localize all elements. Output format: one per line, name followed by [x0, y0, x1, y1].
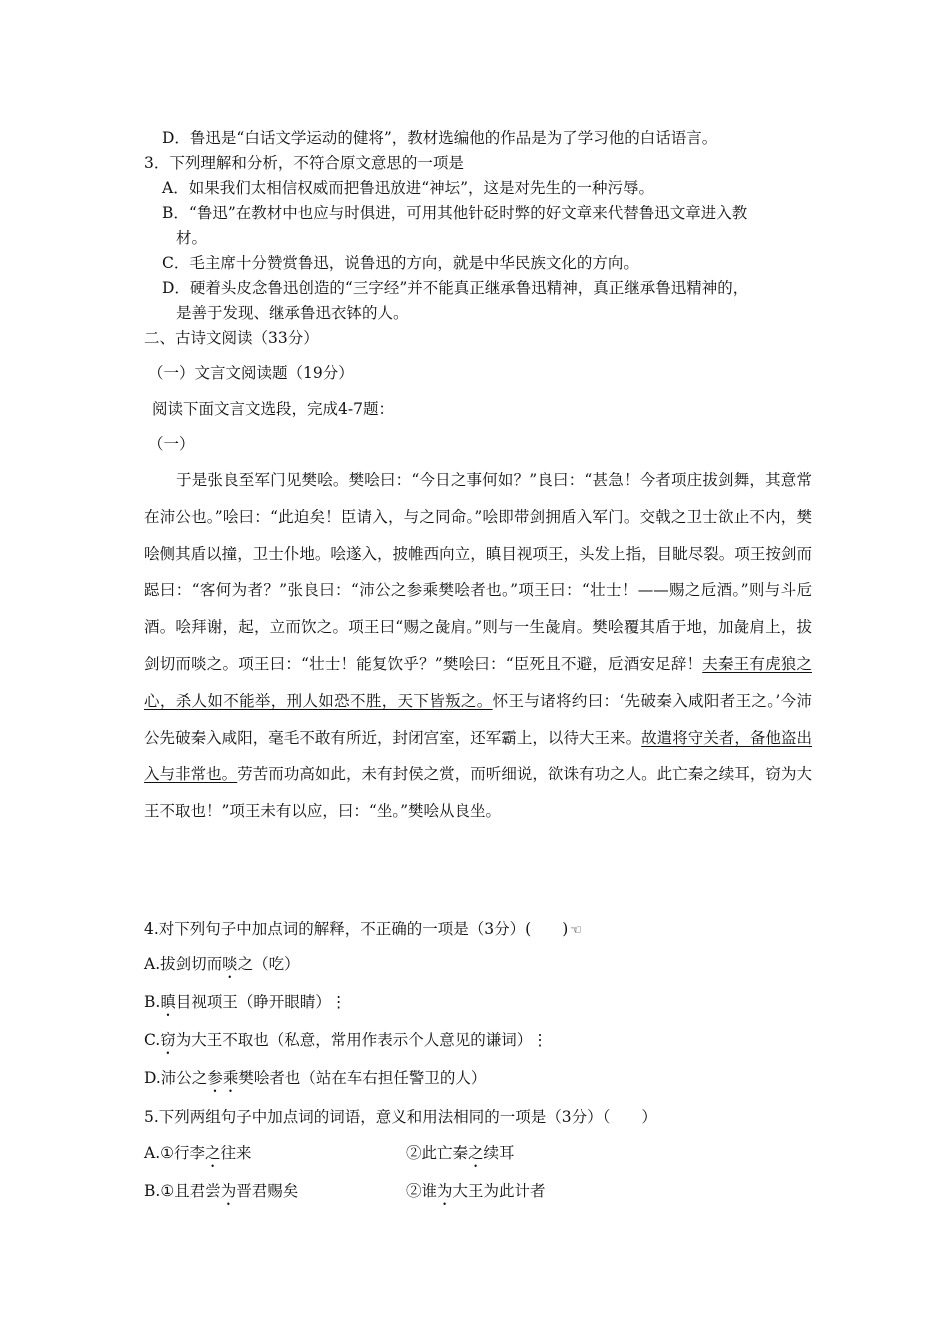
q3-option-c: C．毛主席十分赞赏鲁迅，说鲁迅的方向，就是中华民族文化的方向。 — [162, 254, 639, 272]
q3-option-b-cont: 材。 — [176, 229, 208, 247]
q5-option-b-left: B.①且君尝为晋君赐矣 — [144, 1182, 299, 1200]
section-title: 二、古诗文阅读（33分） — [144, 329, 319, 347]
dotted-word: 之 — [468, 1144, 484, 1162]
passage-text: 劳苦而功高如此，未有封侯之赏，而听细说，欲诛有功之人。此亡秦之续耳，窃为大王不取也！”项王未有以应，曰：“坐。”樊哙从良坐。 — [144, 765, 812, 821]
q3-option-a: A．如果我们太相信权威而把鲁迅放进“神坛”，这是对先生的一种污辱。 — [162, 179, 655, 197]
q4-option-a: A.拔剑切而啖之（吃） — [144, 955, 300, 973]
q5-option-b-right: ②谁为大王为此计者 — [406, 1182, 546, 1200]
dotted-word: 为 — [220, 1182, 237, 1200]
q5-stem: 5.下列两组句子中加点词的词语，意义和用法相同的一项是（3分）（ ） — [144, 1108, 657, 1126]
reading-instruction: 阅读下面文言文选段，完成4-7题： — [152, 400, 394, 418]
dotted-word: 之 — [205, 1144, 221, 1162]
q3-option-b: B．“鲁迅”在教材中也应与时俱进，可用其他针砭时弊的好文章来代替鲁迅文章进入教 — [162, 204, 748, 222]
dotted-word: 窃 — [160, 1031, 176, 1049]
q3-option-d-cont: 是善于发现、继承鲁迅衣钵的人。 — [176, 304, 409, 322]
q3-stem: 3．下列理解和分析，不符合原文意思的一项是 — [144, 154, 464, 172]
passage-text: 怀王与诸将约曰：‘先破秦入咸阳者王之。’今沛公先破秦入咸阳，毫毛不敢有所近，封闭宫室，还军霸上，以待大王来。 — [144, 691, 812, 747]
q3-option-d: D．硬着头皮念鲁迅创造的“三字经”并不能真正继承鲁迅精神，真正继承鲁迅精神的， — [162, 279, 749, 297]
vertical-ellipsis-mark: ⋮ — [330, 993, 347, 1011]
pointing-hand-icon: ☜ — [570, 923, 582, 938]
passage-marker: （一） — [148, 435, 195, 453]
q4-option-b: B.瞋目视项王（睁开眼睛）⋮ — [144, 993, 347, 1011]
dotted-word: 参乘 — [207, 1069, 239, 1087]
underlined-sentence-1: 夫秦王有虎狼之心，杀人如不能举，刑人如恐不胜，天下皆叛之。 — [144, 654, 812, 710]
underlined-sentence-2: 故遣将守关者，备他盗出入与非常也。 — [144, 728, 812, 784]
q4-stem: 4.对下列句子中加点词的解释，不正确的一项是（3分）( ) ☜ — [144, 920, 582, 938]
vertical-ellipsis-mark: ⋮ — [532, 1031, 548, 1049]
q2-option-d: D．鲁迅是“白话文学运动的健将”，教材选编他的作品是为了学习他的白话语言。 — [162, 129, 718, 147]
classical-passage — [144, 462, 812, 830]
dotted-word: 为 — [437, 1182, 453, 1200]
q5-option-a-left: A.①行李之往来 — [144, 1144, 252, 1162]
q4-option-d: D.沛公之参乘樊哙者也（站在车右担任警卫的人） — [144, 1069, 487, 1087]
dotted-word: 瞋 — [160, 993, 176, 1011]
dotted-word: 啖 — [222, 955, 238, 973]
q4-option-c: C.窃为大王不取也（私意，常用作表示个人意见的谦词）⋮ — [144, 1031, 548, 1049]
passage-text: 于是张良至军门见樊哙。樊哙曰：“今日之事何如？”良曰：“甚急！今者项庄拔剑舞，其意常在沛公也。”哙曰：“此迫矣！臣请入，与之同命。”哙即带剑拥盾入军门。交戟之卫士欲止不内，樊哙侧其盾以撞，卫士仆地。哙遂入，披帷西向立，瞋目视项王，头发上指，目眦尽裂。项王按剑而跽曰：“客何为者？”张良曰：“沛公之参乘樊哙者也。”项王曰：“壮士！——赐之卮酒。”则与斗卮酒。哙拜谢，起，立而饮之。项王曰“赐之彘肩。”则与一生彘肩。樊哙覆其盾于地，加彘肩上，拔剑切而啖之。项王曰：“壮士！能复饮乎？”樊哙曰：“臣死且不避，卮酒安足辞！ — [144, 471, 812, 673]
subsection-title: （一）文言文阅读题（19分） — [148, 364, 354, 382]
q5-option-a-right: ②此亡秦之续耳 — [406, 1144, 515, 1162]
